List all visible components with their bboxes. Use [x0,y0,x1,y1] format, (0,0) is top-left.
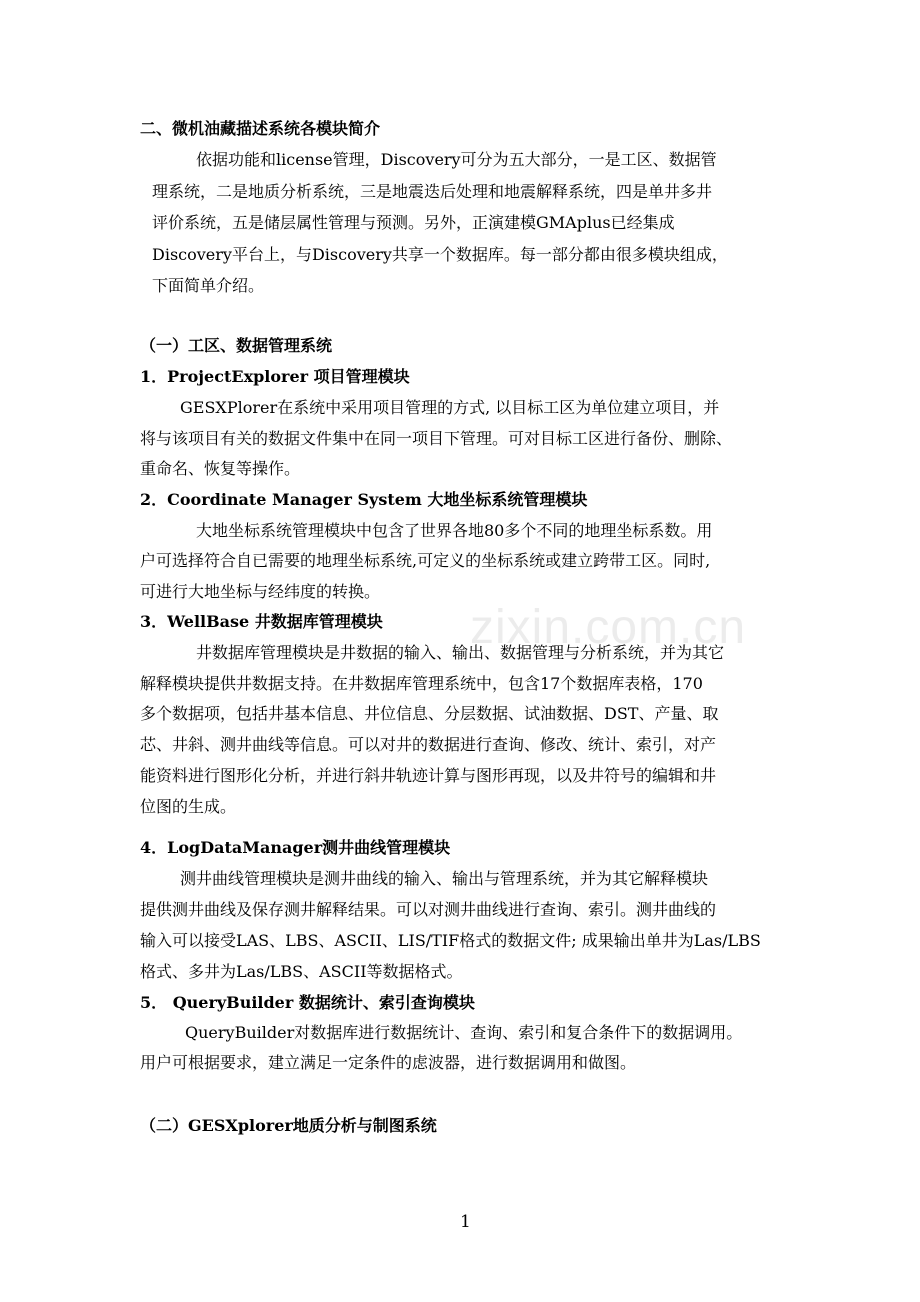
subsection-heading: （二）GESXplorer地质分析与制图系统 [140,1116,437,1135]
paragraph-line: 重命名、恢复等操作。 [140,459,301,478]
module-title: 4．LogDataManager测井曲线管理模块 [140,838,451,857]
paragraph-line: 测井曲线管理模块是测井曲线的输入、输出与管理系统，并为其它解释模块 [180,869,709,888]
paragraph-line: 芯、井斜、测井曲线等信息。可以对井的数据进行查询、修改、统计、索引，对产 [140,735,717,754]
paragraph-line: Discovery平台上，与Discovery共享一个数据库。每一部分都由很多模块组成， [152,245,728,264]
paragraph-line: 用户可根据要求，建立满足一定条件的虑波器，进行数据调用和做图。 [140,1053,637,1072]
module-title: 5． QueryBuilder 数据统计、索引查询模块 [140,993,475,1012]
paragraph-line: 可进行大地坐标与经纬度的转换。 [140,582,381,601]
watermark: zixin.com.cn [470,601,747,654]
paragraph-line: 能资料进行图形化分析，并进行斜井轨迹计算与图形再现，以及井符号的编辑和井 [140,766,717,785]
paragraph-line: 输入可以接受LAS、LBS、ASCII、LIS/TIF格式的数据文件; 成果输出单井为Las/LBS [140,931,761,950]
subsection-heading: （一）工区、数据管理系统 [140,336,333,355]
paragraph-line: GESXPlorer在系统中采用项目管理的方式, 以目标工区为单位建立项目，并 [180,398,720,417]
paragraph-line: 户可选择符合自已需要的地理坐标系统,可定义的坐标系统或建立跨带工区。同时, [140,551,711,570]
paragraph-line: 将与该项目有关的数据文件集中在同一项目下管理。可对目标工区进行备份、删除、 [140,429,733,448]
paragraph-line: 格式、多井为Las/LBS、ASCII等数据格式。 [140,962,463,981]
paragraph-line: 评价系统，五是储层属性管理与预测。另外，正演建模GMAplus已经集成 [152,213,675,232]
page-number: 1 [460,1212,471,1232]
paragraph-line: QueryBuilder对数据库进行数据统计、查询、索引和复合条件下的数据调用。 [185,1023,743,1042]
module-title: 1．ProjectExplorer 项目管理模块 [140,367,410,386]
paragraph-line: 解释模块提供井数据支持。在井数据库管理系统中，包含17个数据库表格，170 [140,674,703,693]
paragraph-line: 理系统，二是地质分析系统，三是地震迭后处理和地震解释系统，四是单井多井 [152,182,713,201]
paragraph-line: 井数据库管理模块是井数据的输入、输出、数据管理与分析系统，并为其它 [196,643,725,662]
module-title: 3．WellBase 井数据库管理模块 [140,612,383,631]
paragraph-line: 大地坐标系统管理模块中包含了世界各地80多个不同的地理坐标系数。用 [196,521,713,540]
module-title: 2．Coordinate Manager System 大地坐标系统管理模块 [140,490,588,509]
section-heading: 二、微机油藏描述系统各模块简介 [140,119,381,138]
paragraph-line: 依据功能和license管理，Discovery可分为五大部分，一是工区、数据管 [196,150,717,169]
paragraph-line: 多个数据项，包括井基本信息、井位信息、分层数据、试油数据、DST、产量、取 [140,704,719,723]
paragraph-line: 提供测井曲线及保存测井解释结果。可以对测井曲线进行查询、索引。测井曲线的 [140,900,717,919]
paragraph-line: 下面简单介绍。 [152,276,265,295]
paragraph-line: 位图的生成。 [140,797,237,816]
